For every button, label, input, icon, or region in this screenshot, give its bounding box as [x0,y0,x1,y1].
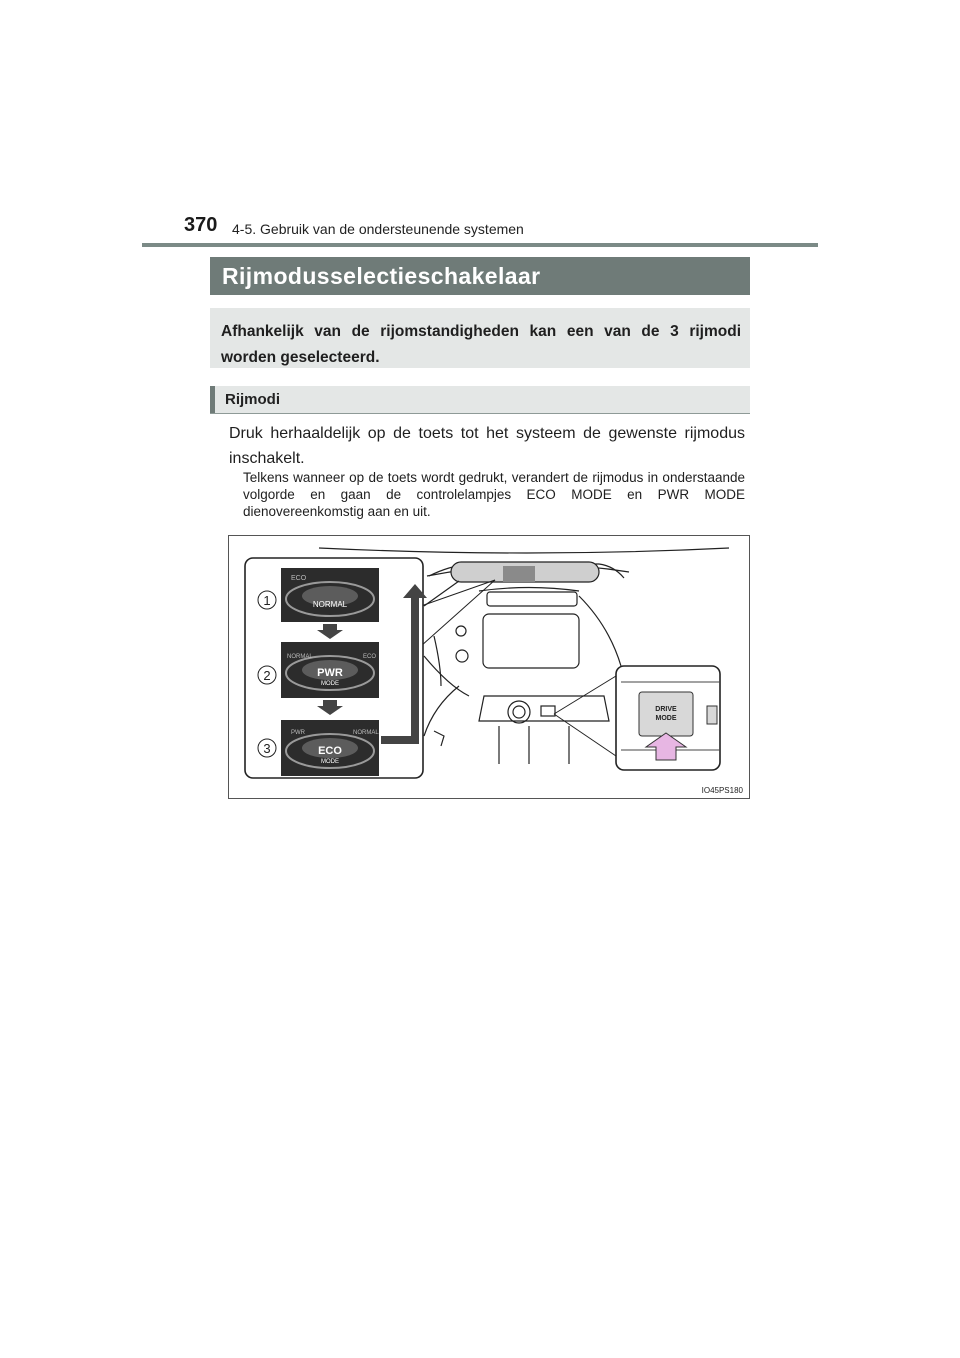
mode-screen-eco [281,720,379,776]
illustration-svg [229,536,749,798]
mode-screen-normal [281,568,379,622]
note-text: Telkens wanneer op de toets wordt gedrukt, verandert de rijmodus in onderstaande volgorde en gaan de controlelampjes ECO MODE en PWR MODE dienovereenkomstig aan en uit. [243,470,745,519]
callout-1 [258,591,276,609]
button-label-line1: DRIVE [655,706,677,713]
side-label-pwr-3: PWR [291,730,305,736]
callout-3 [258,739,276,757]
drive-mode-button [639,692,693,736]
page-number: 370 [184,214,218,236]
section-title: Rijmodusselectieschakelaar [222,263,541,289]
mode-label-1: NORMAL [312,600,348,609]
side-label-eco-1: ECO [291,575,307,582]
header-rule [142,243,818,247]
mode-sub-3: MODE [321,759,339,765]
side-label-normal-3: NORMAL [353,730,379,736]
mode-label-2: PWR [317,667,343,679]
mode-screen-pwr [281,642,379,698]
side-label-normal-2: NORMAL [287,654,313,660]
figure-code: IO45PS180 [701,786,743,795]
callout-2 [258,666,276,684]
subsection-bar [210,386,750,414]
running-head: 4-5. Gebruik van de ondersteunende systemen [232,221,524,237]
subsection-title: Rijmodi [225,391,280,408]
illustration [228,535,750,799]
svg-text:2: 2 [263,668,271,683]
svg-text:3: 3 [263,741,271,756]
subsection-accent [210,386,215,413]
intro-text: Afhankelijk van de rijomstandigheden kan een van de 3 rijmodi worden geselecteerd. [221,323,741,366]
body-text: Druk herhaaldelijk op de toets tot het systeem de gewenste rijmodus inschakelt. [229,425,745,467]
svg-text:1: 1 [263,593,271,608]
button-label-line2: MODE [655,715,677,722]
side-label-eco-2: ECO [363,654,377,660]
intro-box [210,308,750,368]
mode-sub-2: MODE [321,681,339,687]
section-title-bar [210,257,750,295]
mode-label-3: ECO [318,745,342,757]
